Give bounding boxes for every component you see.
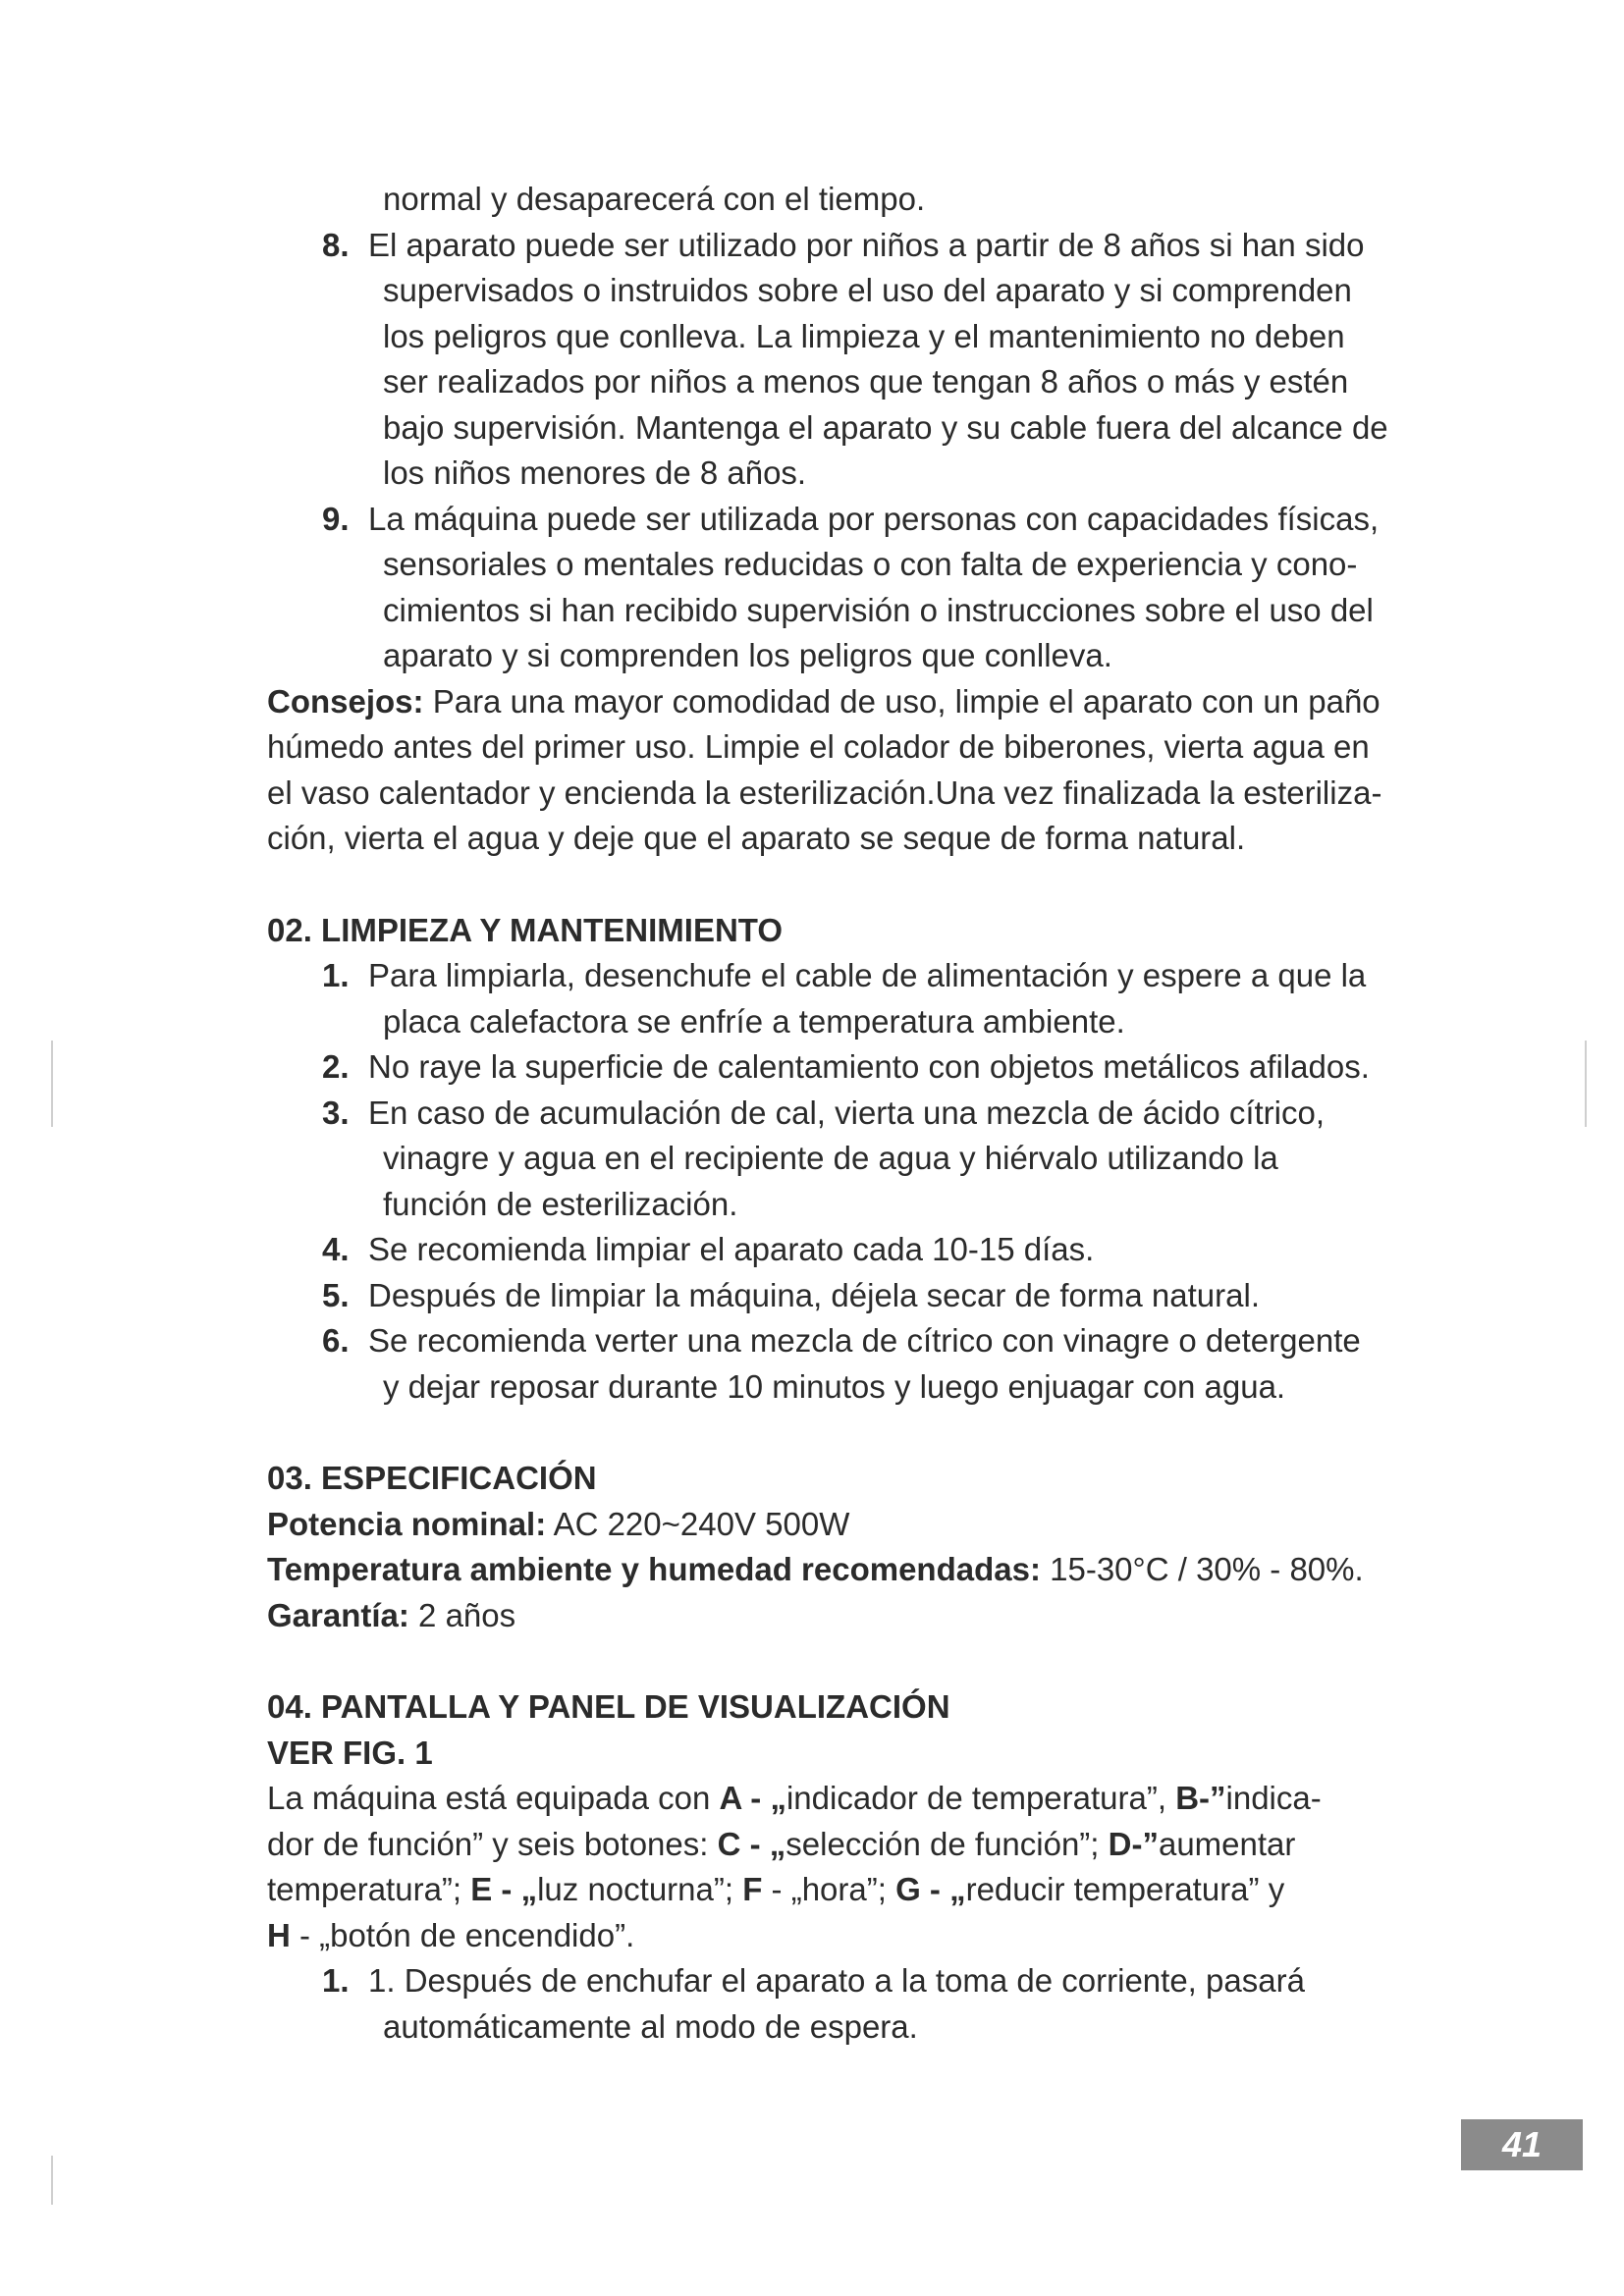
label-d: D-” bbox=[1108, 1825, 1159, 1862]
label-h: H bbox=[267, 1916, 291, 1953]
tips-text: el vaso calentador y encienda la esterilización.Una vez finalizada la esteriliza- bbox=[267, 774, 1382, 811]
text-run: dor de función” y seis botones: bbox=[267, 1825, 718, 1862]
left-margin-mark-top bbox=[51, 1041, 53, 1127]
label-e: E - „ bbox=[470, 1871, 538, 1907]
spec-environment bbox=[267, 1547, 1485, 1593]
item-text: supervisados o instruidos sobre el uso del aparato y si comprenden bbox=[383, 272, 1352, 308]
tips-text: Para una mayor comodidad de uso, limpie el aparato con un paño bbox=[423, 682, 1380, 720]
left-margin-mark-bottom bbox=[51, 2156, 53, 2205]
spec-label: Temperatura ambiente y humedad recomendadas: bbox=[267, 1551, 1041, 1587]
text-run: indica- bbox=[1225, 1780, 1322, 1816]
cleaning-item-2 bbox=[267, 1044, 1485, 1091]
label-f: F bbox=[742, 1871, 763, 1907]
item-text: No raye la superficie de calentamiento con objetos metálicos afilados. bbox=[368, 1048, 1370, 1085]
document-page bbox=[267, 177, 1485, 2050]
item-number: 1. bbox=[322, 1962, 350, 1999]
item-text: ser realizados por niños a menos que tengan 8 años o más y estén bbox=[383, 363, 1349, 400]
section-heading-display: 04. PANTALLA Y PANEL DE VISUALIZACIÓN bbox=[267, 1688, 950, 1725]
page-number: 41 bbox=[1461, 2119, 1583, 2170]
label-g: G - „ bbox=[895, 1871, 966, 1907]
item-number: 9. bbox=[322, 500, 350, 537]
item-text: placa calefactora se enfríe a temperatura ambiente. bbox=[383, 1002, 1125, 1040]
cleaning-item-6 bbox=[267, 1318, 1485, 1410]
safety-item-9 bbox=[267, 497, 1485, 679]
cleaning-item-3 bbox=[267, 1091, 1485, 1228]
spec-value: AC 220~240V 500W bbox=[546, 1505, 850, 1542]
text-run: aumentar bbox=[1158, 1825, 1296, 1862]
item-number: 1. bbox=[322, 957, 350, 993]
text-run: La máquina está equipada con bbox=[267, 1780, 720, 1816]
safety-item-8 bbox=[267, 223, 1485, 497]
cleaning-item-1 bbox=[267, 953, 1485, 1044]
item-text: automáticamente al modo de espera. bbox=[383, 2007, 918, 2045]
item-text: vinagre y agua en el recipiente de agua y hiérvalo utilizando la bbox=[383, 1140, 1278, 1176]
spec-label: Potencia nominal: bbox=[267, 1505, 547, 1542]
intro-continuation: normal y desaparecerá con el tiempo. bbox=[383, 181, 926, 217]
item-text: función de esterilización. bbox=[383, 1185, 738, 1222]
text-run: selección de función”; bbox=[785, 1825, 1109, 1862]
label-a: A - „ bbox=[719, 1780, 786, 1816]
item-number: 3. bbox=[322, 1094, 350, 1131]
item-text: los niños menores de 8 años. bbox=[383, 454, 807, 491]
item-number: 2. bbox=[322, 1048, 350, 1085]
item-text: Se recomienda limpiar el aparato cada 10-15 días. bbox=[368, 1231, 1095, 1267]
display-paragraph bbox=[267, 1776, 1485, 1958]
cleaning-item-5 bbox=[267, 1273, 1485, 1319]
text-run: temperatura”; bbox=[267, 1871, 471, 1907]
tips-label: Consejos: bbox=[267, 682, 424, 720]
item-text: cimientos si han recibido supervisión o instrucciones sobre el uso del bbox=[383, 591, 1374, 628]
tips-paragraph bbox=[267, 679, 1485, 862]
item-text: sensoriales o mentales reducidas o con falta de experiencia y cono- bbox=[383, 546, 1358, 582]
label-b: B-” bbox=[1175, 1780, 1226, 1816]
section-heading-cleaning: 02. LIMPIEZA Y MANTENIMIENTO bbox=[267, 911, 784, 948]
item-text: La máquina puede ser utilizada por personas con capacidades físicas, bbox=[368, 500, 1380, 537]
item-text: Se recomienda verter una mezcla de cítrico con vinagre o detergente bbox=[368, 1322, 1361, 1359]
text-run: indicador de temperatura”, bbox=[785, 1780, 1176, 1816]
display-item-1 bbox=[267, 1958, 1485, 2050]
item-text: En caso de acumulación de cal, vierta una mezcla de ácido cítrico, bbox=[368, 1094, 1326, 1131]
tips-text: ción, vierta el agua y deje que el aparato se seque de forma natural. bbox=[267, 820, 1246, 856]
spec-value: 2 años bbox=[408, 1596, 516, 1633]
tips-text: húmedo antes del primer uso. Limpie el colador de biberones, vierta agua en bbox=[267, 728, 1370, 765]
cleaning-item-4 bbox=[267, 1227, 1485, 1273]
label-c: C - „ bbox=[717, 1825, 786, 1862]
item-text: Para limpiarla, desenchufe el cable de alimentación y espere a que la bbox=[368, 957, 1367, 993]
item-text: bajo supervisión. Mantenga el aparato y su cable fuera del alcance de bbox=[383, 408, 1388, 446]
text-run: reducir temperatura” y bbox=[965, 1871, 1285, 1907]
item-text: aparato y si comprenden los peligros que conlleva. bbox=[383, 637, 1112, 673]
text-run: - „botón de encendido”. bbox=[290, 1916, 635, 1953]
item-number: 6. bbox=[322, 1322, 350, 1359]
item-number: 4. bbox=[322, 1231, 350, 1267]
item-number: 5. bbox=[322, 1276, 350, 1313]
text-run: luz nocturna”; bbox=[537, 1871, 743, 1907]
text-run: - „hora”; bbox=[762, 1871, 896, 1907]
item-text: El aparato puede ser utilizado por niños a partir de 8 años si han sido bbox=[368, 226, 1365, 263]
section-heading-specs: 03. ESPECIFICACIÓN bbox=[267, 1460, 597, 1496]
figure-reference: VER FIG. 1 bbox=[267, 1734, 433, 1771]
item-text: 1. Después de enchufar el aparato a la toma de corriente, pasará bbox=[368, 1962, 1305, 1999]
spec-label: Garantía: bbox=[267, 1596, 409, 1633]
spec-value: 15-30°C / 30% - 80%. bbox=[1040, 1551, 1364, 1587]
item-text: Después de limpiar la máquina, déjela secar de forma natural. bbox=[368, 1276, 1260, 1313]
spec-warranty bbox=[267, 1593, 1485, 1639]
spec-power bbox=[267, 1502, 1485, 1548]
item-text: y dejar reposar durante 10 minutos y luego enjuagar con agua. bbox=[383, 1367, 1286, 1405]
item-text: los peligros que conlleva. La limpieza y el mantenimiento no deben bbox=[383, 317, 1345, 354]
right-margin-mark bbox=[1585, 1041, 1587, 1127]
item-number: 8. bbox=[322, 226, 350, 263]
